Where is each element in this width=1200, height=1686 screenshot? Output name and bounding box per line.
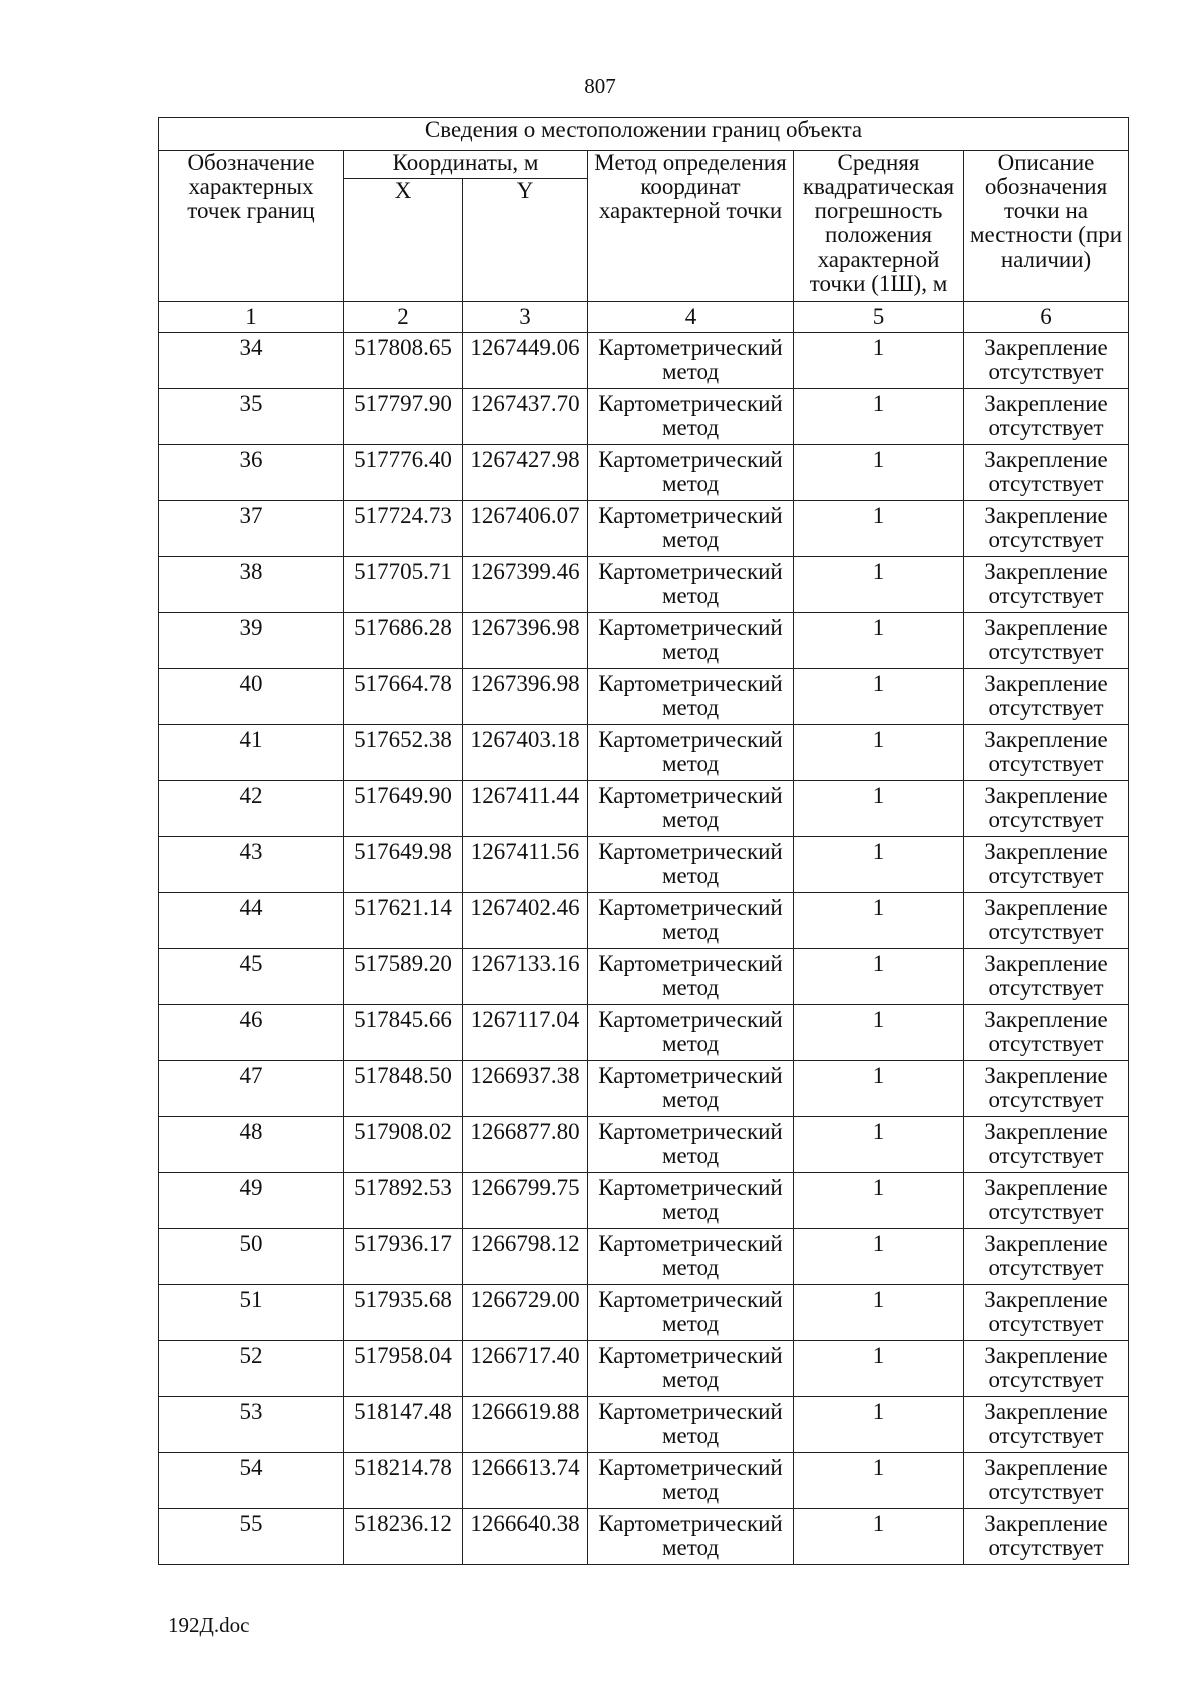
cell-description: Закрепление отсутствует bbox=[964, 1285, 1129, 1341]
cell-x: 517908.02 bbox=[344, 1117, 463, 1173]
table-row bbox=[159, 613, 1129, 669]
table-row bbox=[159, 1005, 1129, 1061]
cell-y: 1267133.16 bbox=[463, 949, 588, 1005]
cell-error: 1 bbox=[794, 949, 964, 1005]
header-description: Описание обозначения точки на местности (при наличии) bbox=[964, 151, 1129, 302]
cell-error: 1 bbox=[794, 1173, 964, 1229]
column-number: 2 bbox=[344, 302, 463, 333]
table-row bbox=[159, 501, 1129, 557]
cell-point: 50 bbox=[159, 1229, 344, 1285]
cell-error: 1 bbox=[794, 837, 964, 893]
column-number-row bbox=[159, 302, 1129, 333]
cell-error: 1 bbox=[794, 725, 964, 781]
column-number: 4 bbox=[588, 302, 794, 333]
cell-method: Картометрический метод bbox=[588, 669, 794, 725]
cell-description: Закрепление отсутствует bbox=[964, 1453, 1129, 1509]
cell-error: 1 bbox=[794, 333, 964, 389]
cell-error: 1 bbox=[794, 1285, 964, 1341]
cell-error: 1 bbox=[794, 1509, 964, 1565]
cell-x: 517649.98 bbox=[344, 837, 463, 893]
cell-description: Закрепление отсутствует bbox=[964, 557, 1129, 613]
cell-point: 34 bbox=[159, 333, 344, 389]
table-row bbox=[159, 949, 1129, 1005]
cell-point: 42 bbox=[159, 781, 344, 837]
cell-x: 517686.28 bbox=[344, 613, 463, 669]
cell-x: 517935.68 bbox=[344, 1285, 463, 1341]
cell-x: 518147.48 bbox=[344, 1397, 463, 1453]
cell-error: 1 bbox=[794, 1005, 964, 1061]
cell-method: Картометрический метод bbox=[588, 1229, 794, 1285]
header-coordinates: Координаты, м bbox=[344, 151, 588, 179]
cell-method: Картометрический метод bbox=[588, 1285, 794, 1341]
table-row bbox=[159, 1397, 1129, 1453]
column-number: 1 bbox=[159, 302, 344, 333]
cell-x: 517664.78 bbox=[344, 669, 463, 725]
cell-description: Закрепление отсутствует bbox=[964, 333, 1129, 389]
cell-point: 41 bbox=[159, 725, 344, 781]
cell-x: 517892.53 bbox=[344, 1173, 463, 1229]
cell-y: 1267406.07 bbox=[463, 501, 588, 557]
table-row bbox=[159, 1229, 1129, 1285]
cell-error: 1 bbox=[794, 1061, 964, 1117]
cell-y: 1267396.98 bbox=[463, 669, 588, 725]
cell-description: Закрепление отсутствует bbox=[964, 1117, 1129, 1173]
table-row bbox=[159, 1285, 1129, 1341]
column-number: 6 bbox=[964, 302, 1129, 333]
cell-description: Закрепление отсутствует bbox=[964, 1173, 1129, 1229]
cell-description: Закрепление отсутствует bbox=[964, 1397, 1129, 1453]
cell-description: Закрепление отсутствует bbox=[964, 613, 1129, 669]
cell-point: 48 bbox=[159, 1117, 344, 1173]
table-row bbox=[159, 837, 1129, 893]
cell-point: 46 bbox=[159, 1005, 344, 1061]
cell-y: 1266729.00 bbox=[463, 1285, 588, 1341]
cell-description: Закрепление отсутствует bbox=[964, 1061, 1129, 1117]
cell-error: 1 bbox=[794, 445, 964, 501]
header-method: Метод определения координат характерной точки bbox=[588, 151, 794, 302]
cell-point: 36 bbox=[159, 445, 344, 501]
cell-y: 1267437.70 bbox=[463, 389, 588, 445]
table-row bbox=[159, 557, 1129, 613]
table-row bbox=[159, 1453, 1129, 1509]
cell-error: 1 bbox=[794, 893, 964, 949]
cell-error: 1 bbox=[794, 1453, 964, 1509]
cell-method: Картометрический метод bbox=[588, 445, 794, 501]
cell-y: 1266619.88 bbox=[463, 1397, 588, 1453]
cell-description: Закрепление отсутствует bbox=[964, 501, 1129, 557]
cell-point: 52 bbox=[159, 1341, 344, 1397]
cell-method: Картометрический метод bbox=[588, 1397, 794, 1453]
cell-method: Картометрический метод bbox=[588, 837, 794, 893]
cell-x: 518236.12 bbox=[344, 1509, 463, 1565]
cell-description: Закрепление отсутствует bbox=[964, 445, 1129, 501]
page-number: 807 bbox=[584, 74, 616, 98]
cell-x: 517776.40 bbox=[344, 445, 463, 501]
cell-method: Картометрический метод bbox=[588, 1005, 794, 1061]
table-row bbox=[159, 669, 1129, 725]
cell-description: Закрепление отсутствует bbox=[964, 669, 1129, 725]
cell-description: Закрепление отсутствует bbox=[964, 1509, 1129, 1565]
cell-method: Картометрический метод bbox=[588, 1509, 794, 1565]
cell-point: 53 bbox=[159, 1397, 344, 1453]
cell-point: 45 bbox=[159, 949, 344, 1005]
cell-x: 517621.14 bbox=[344, 893, 463, 949]
cell-x: 517705.71 bbox=[344, 557, 463, 613]
cell-method: Картометрический метод bbox=[588, 389, 794, 445]
cell-method: Картометрический метод bbox=[588, 1173, 794, 1229]
cell-description: Закрепление отсутствует bbox=[964, 949, 1129, 1005]
cell-y: 1266799.75 bbox=[463, 1173, 588, 1229]
cell-error: 1 bbox=[794, 389, 964, 445]
cell-description: Закрепление отсутствует bbox=[964, 389, 1129, 445]
cell-point: 47 bbox=[159, 1061, 344, 1117]
cell-x: 517797.90 bbox=[344, 389, 463, 445]
cell-error: 1 bbox=[794, 1229, 964, 1285]
cell-y: 1267403.18 bbox=[463, 725, 588, 781]
cell-y: 1266717.40 bbox=[463, 1341, 588, 1397]
cell-x: 517724.73 bbox=[344, 501, 463, 557]
table-row bbox=[159, 389, 1129, 445]
cell-method: Картометрический метод bbox=[588, 1117, 794, 1173]
cell-x: 517808.65 bbox=[344, 333, 463, 389]
cell-point: 44 bbox=[159, 893, 344, 949]
cell-y: 1267427.98 bbox=[463, 445, 588, 501]
cell-y: 1267399.46 bbox=[463, 557, 588, 613]
cell-method: Картометрический метод bbox=[588, 557, 794, 613]
cell-description: Закрепление отсутствует bbox=[964, 1229, 1129, 1285]
column-number: 3 bbox=[463, 302, 588, 333]
cell-method: Картометрический метод bbox=[588, 781, 794, 837]
cell-error: 1 bbox=[794, 1117, 964, 1173]
cell-point: 55 bbox=[159, 1509, 344, 1565]
table-row bbox=[159, 1117, 1129, 1173]
cell-point: 49 bbox=[159, 1173, 344, 1229]
cell-method: Картометрический метод bbox=[588, 893, 794, 949]
table-row bbox=[159, 1173, 1129, 1229]
cell-error: 1 bbox=[794, 501, 964, 557]
table-row bbox=[159, 893, 1129, 949]
cell-y: 1267449.06 bbox=[463, 333, 588, 389]
column-number: 5 bbox=[794, 302, 964, 333]
cell-point: 54 bbox=[159, 1453, 344, 1509]
cell-method: Картометрический метод bbox=[588, 333, 794, 389]
cell-point: 43 bbox=[159, 837, 344, 893]
cell-y: 1267411.56 bbox=[463, 837, 588, 893]
cell-x: 517649.90 bbox=[344, 781, 463, 837]
cell-method: Картометрический метод bbox=[588, 949, 794, 1005]
cell-error: 1 bbox=[794, 613, 964, 669]
cell-x: 518214.78 bbox=[344, 1453, 463, 1509]
cell-description: Закрепление отсутствует bbox=[964, 1341, 1129, 1397]
cell-description: Закрепление отсутствует bbox=[964, 893, 1129, 949]
cell-y: 1267411.44 bbox=[463, 781, 588, 837]
cell-description: Закрепление отсутствует bbox=[964, 781, 1129, 837]
cell-error: 1 bbox=[794, 1341, 964, 1397]
cell-point: 51 bbox=[159, 1285, 344, 1341]
cell-x: 517936.17 bbox=[344, 1229, 463, 1285]
table-row bbox=[159, 445, 1129, 501]
header-x: X bbox=[344, 179, 463, 302]
cell-y: 1266640.38 bbox=[463, 1509, 588, 1565]
table-title: Сведения о местоположении границ объекта bbox=[159, 118, 1129, 151]
cell-error: 1 bbox=[794, 781, 964, 837]
cell-error: 1 bbox=[794, 557, 964, 613]
table-row bbox=[159, 1509, 1129, 1565]
cell-point: 37 bbox=[159, 501, 344, 557]
boundary-coordinates-table bbox=[158, 117, 1129, 1565]
cell-description: Закрепление отсутствует bbox=[964, 1005, 1129, 1061]
cell-method: Картометрический метод bbox=[588, 1061, 794, 1117]
cell-point: 38 bbox=[159, 557, 344, 613]
cell-x: 517845.66 bbox=[344, 1005, 463, 1061]
cell-y: 1266877.80 bbox=[463, 1117, 588, 1173]
cell-method: Картометрический метод bbox=[588, 725, 794, 781]
cell-y: 1266613.74 bbox=[463, 1453, 588, 1509]
cell-description: Закрепление отсутствует bbox=[964, 837, 1129, 893]
cell-y: 1266937.38 bbox=[463, 1061, 588, 1117]
footer-filename: 192Д.doc bbox=[168, 1613, 250, 1637]
cell-y: 1266798.12 bbox=[463, 1229, 588, 1285]
cell-y: 1267117.04 bbox=[463, 1005, 588, 1061]
cell-x: 517848.50 bbox=[344, 1061, 463, 1117]
cell-x: 517589.20 bbox=[344, 949, 463, 1005]
cell-y: 1267396.98 bbox=[463, 613, 588, 669]
table-row bbox=[159, 333, 1129, 389]
cell-error: 1 bbox=[794, 669, 964, 725]
table-row bbox=[159, 1341, 1129, 1397]
cell-method: Картометрический метод bbox=[588, 501, 794, 557]
header-y: Y bbox=[463, 179, 588, 302]
cell-point: 39 bbox=[159, 613, 344, 669]
cell-description: Закрепление отсутствует bbox=[964, 725, 1129, 781]
cell-method: Картометрический метод bbox=[588, 613, 794, 669]
header-error: Средняя квадратическая погрешность положения характерной точки (1Ш), м bbox=[794, 151, 964, 302]
table-row bbox=[159, 1061, 1129, 1117]
cell-point: 35 bbox=[159, 389, 344, 445]
table-row bbox=[159, 781, 1129, 837]
cell-method: Картометрический метод bbox=[588, 1341, 794, 1397]
cell-error: 1 bbox=[794, 1397, 964, 1453]
header-point: Обозначение характерных точек границ bbox=[159, 151, 344, 302]
cell-point: 40 bbox=[159, 669, 344, 725]
cell-x: 517652.38 bbox=[344, 725, 463, 781]
cell-method: Картометрический метод bbox=[588, 1453, 794, 1509]
table-row bbox=[159, 725, 1129, 781]
cell-y: 1267402.46 bbox=[463, 893, 588, 949]
cell-x: 517958.04 bbox=[344, 1341, 463, 1397]
